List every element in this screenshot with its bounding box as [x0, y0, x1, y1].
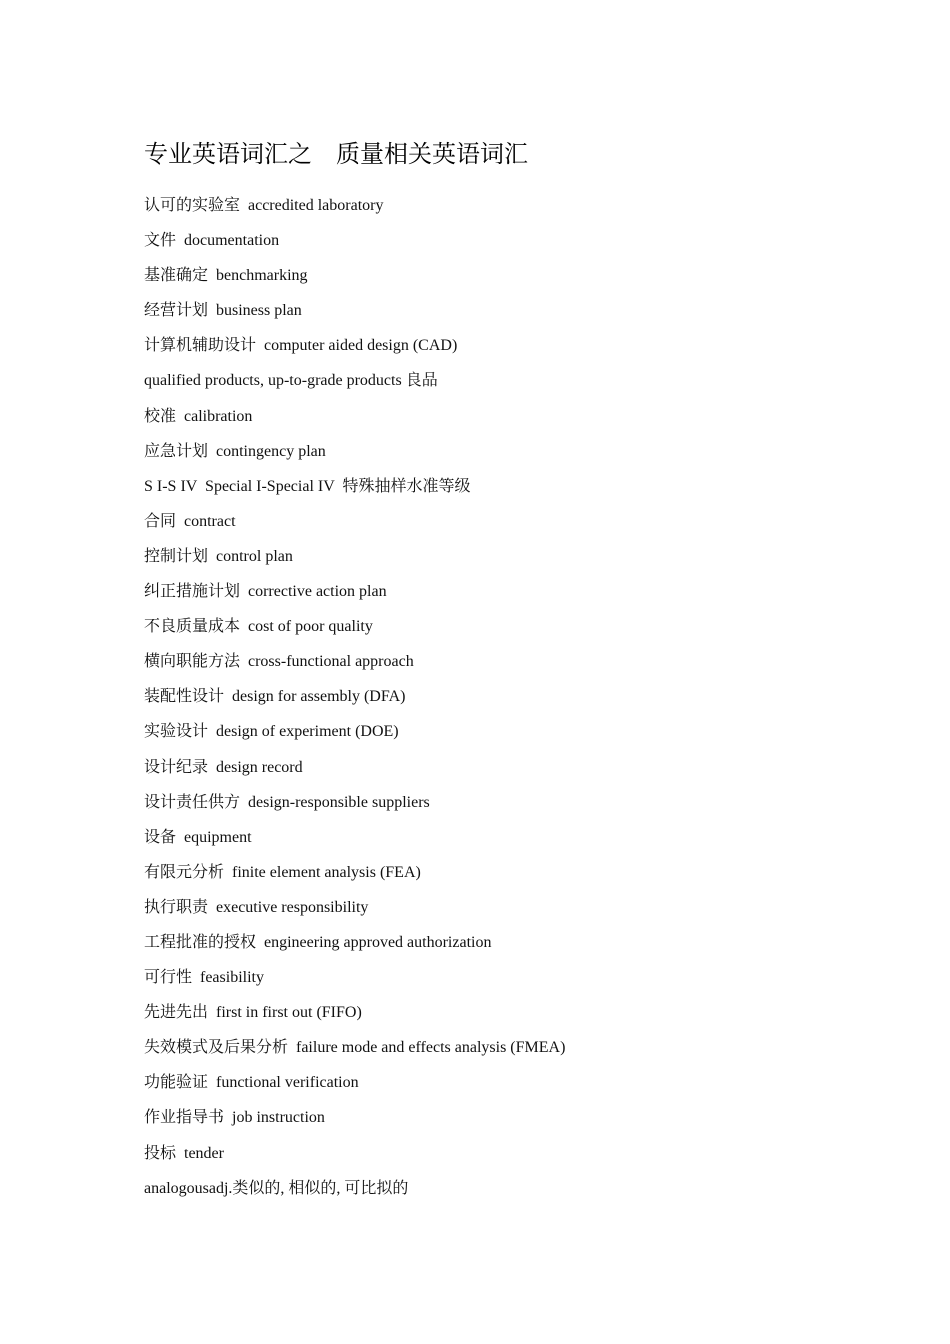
vocabulary-list [144, 190, 565, 1208]
vocabulary-entry: 经营计划 business plan [144, 302, 302, 320]
vocabulary-entry: S I-S IV Special I-Special IV 特殊抽样水准等级 [144, 477, 471, 495]
vocabulary-entry: 不良质量成本 cost of poor quality [144, 618, 373, 636]
vocabulary-entry: 基准确定 benchmarking [144, 267, 308, 285]
vocabulary-entry: 认可的实验室 accredited laboratory [144, 197, 384, 214]
vocabulary-entry: 可行性 feasibility [144, 969, 264, 987]
vocabulary-entry: 执行职责 executive responsibility [144, 898, 369, 916]
vocabulary-entry: 装配性设计 design for assembly (DFA) [144, 688, 406, 706]
vocabulary-entry: 投标 tender [144, 1144, 224, 1162]
vocabulary-entry: 文件 documentation [144, 232, 280, 250]
vocabulary-entry: 控制计划 control plan [144, 547, 293, 565]
vocabulary-entry: 计算机辅助设计 computer aided design (CAD) [144, 337, 458, 355]
vocabulary-entry: 设备 equipment [144, 828, 252, 846]
page-title: 专业英语词汇之 质量相关英语词汇 [144, 142, 528, 168]
vocabulary-entry: 合同 contract [144, 512, 236, 530]
vocabulary-entry: 设计责任供方 design-responsible suppliers [144, 793, 430, 811]
vocabulary-entry: 应急计划 contingency plan [144, 442, 326, 460]
vocabulary-entry: 校准 calibration [144, 407, 253, 425]
vocabulary-entry: 设计纪录 design record [144, 758, 303, 776]
vocabulary-entry: 横向职能方法 cross-functional approach [144, 653, 414, 671]
vocabulary-entry: 功能验证 functional verification [144, 1074, 359, 1092]
vocabulary-entry: 失效模式及后果分析 failure mode and effects analysis (FMEA) [144, 1039, 566, 1057]
vocabulary-entry: 有限元分析 finite element analysis (FEA) [144, 863, 421, 881]
vocabulary-entry: qualified products, up-to-grade products 良品 [144, 372, 438, 390]
vocabulary-entry: 作业指导书 job instruction [144, 1109, 325, 1127]
vocabulary-entry: 纠正措施计划 corrective action plan [144, 583, 387, 601]
vocabulary-entry: 先进先出 first in first out (FIFO) [144, 1004, 362, 1022]
vocabulary-entry: analogousadj.类似的, 相似的, 可比拟的 [144, 1179, 409, 1197]
vocabulary-entry: 实验设计 design of experiment (DOE) [144, 723, 399, 741]
vocabulary-entry: 工程批准的授权 engineering approved authorization [144, 933, 492, 951]
